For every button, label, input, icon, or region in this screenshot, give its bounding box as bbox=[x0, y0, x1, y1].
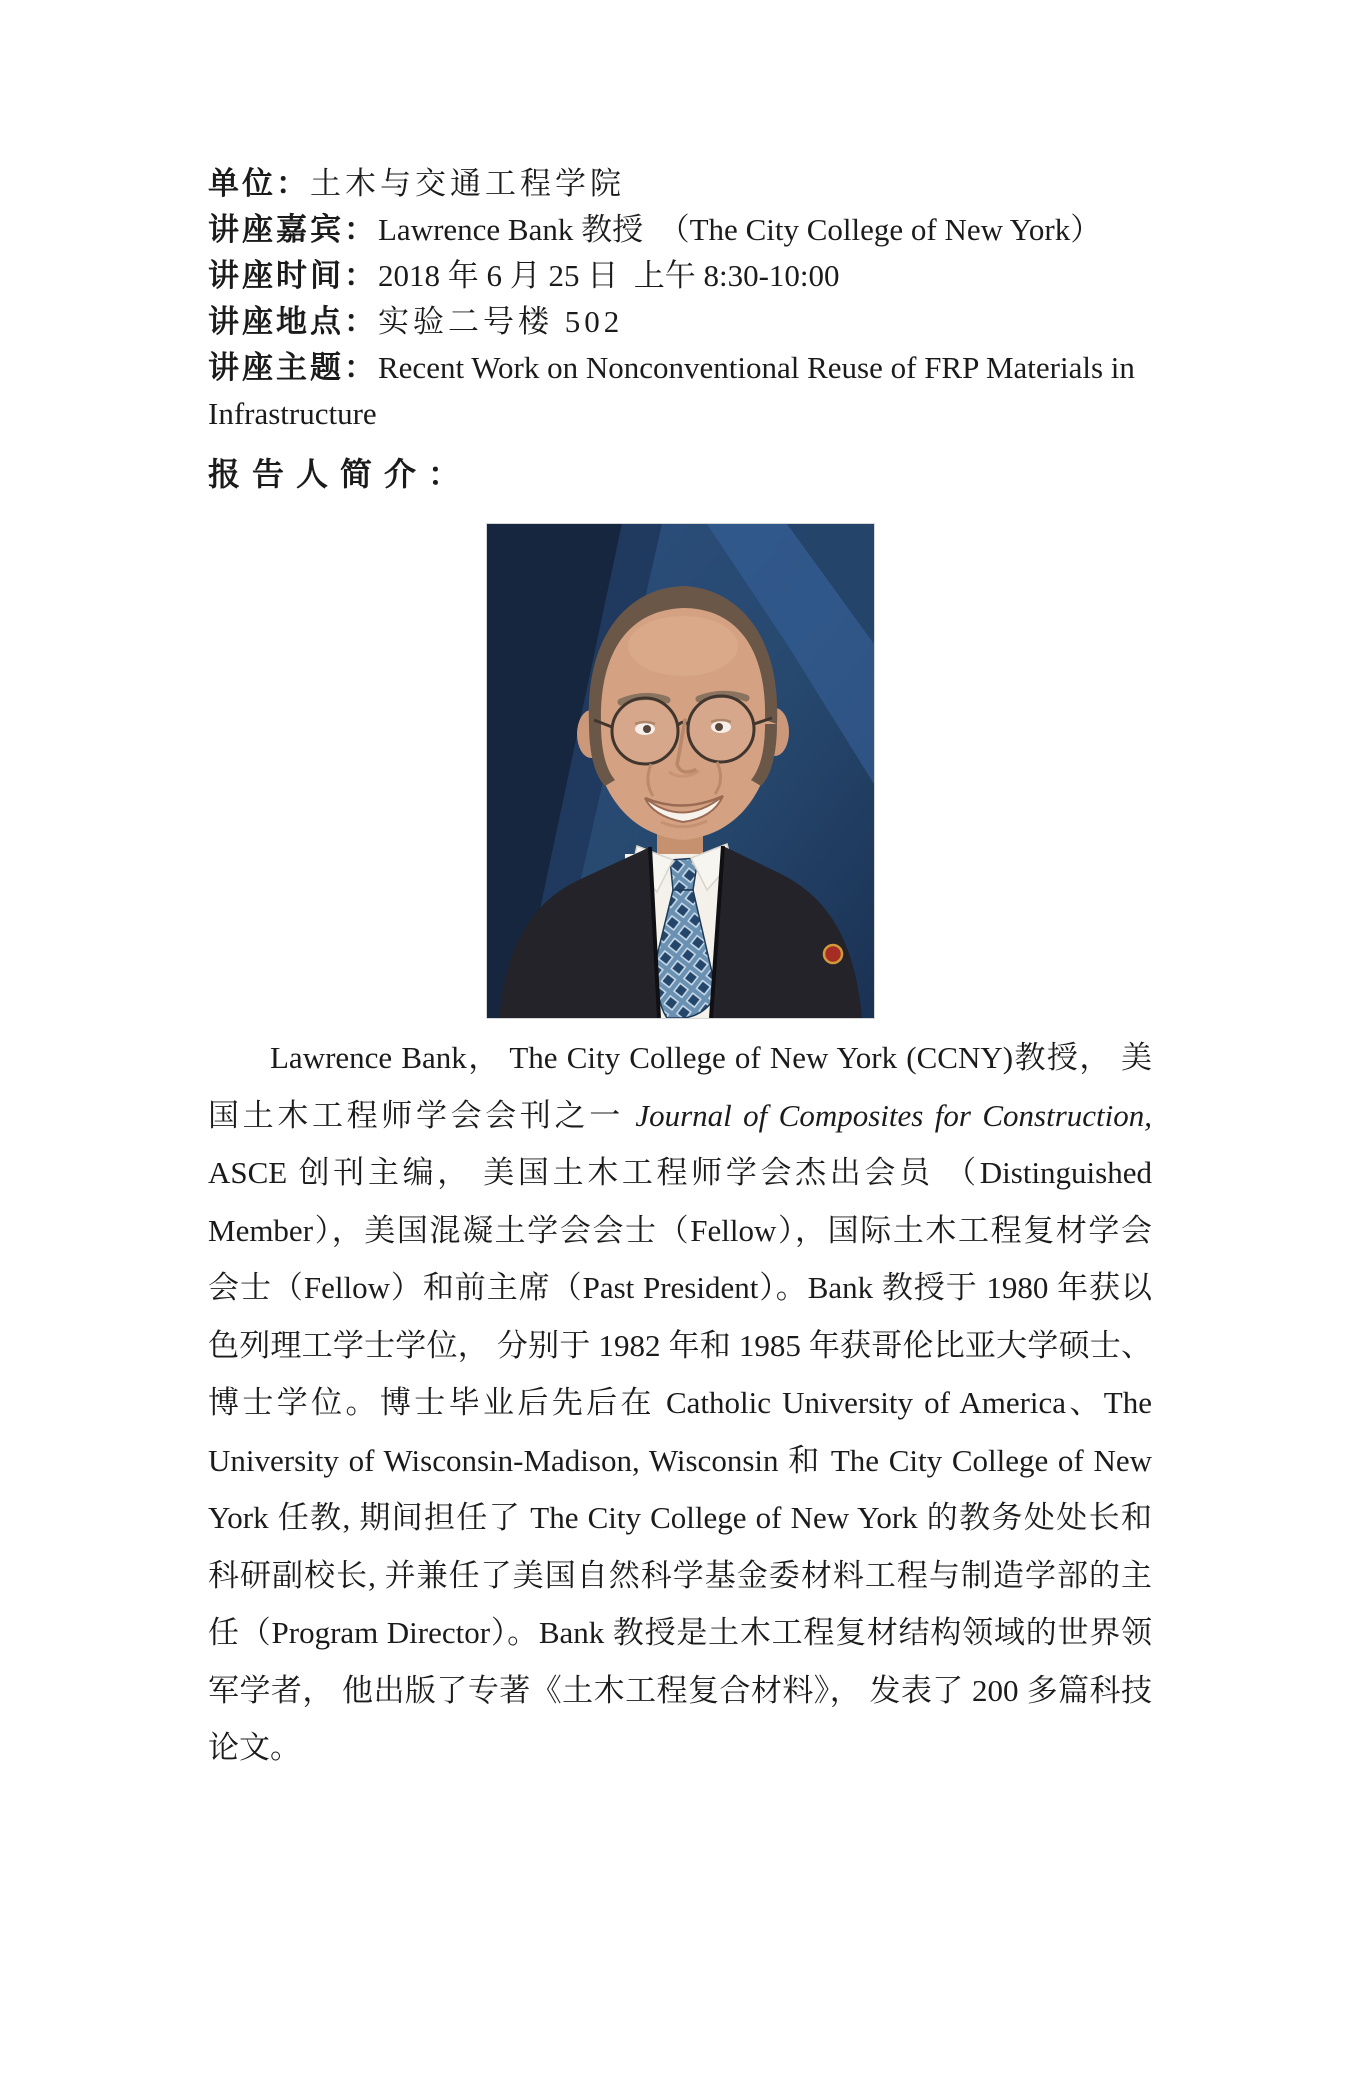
lapel-pin bbox=[824, 945, 842, 963]
photo-row bbox=[208, 523, 1152, 1019]
lecture-info-block bbox=[208, 161, 1152, 437]
speaker-photo bbox=[487, 524, 874, 1018]
info-line-guest bbox=[208, 207, 1152, 253]
speaker-biography bbox=[208, 1029, 1152, 1777]
bio-line bbox=[208, 1547, 1152, 1605]
info-label: 单位： bbox=[208, 166, 310, 201]
bio-text: 科研副校长, 并兼任了美国自然科学基金委材料工程与制造学部的主 bbox=[208, 1557, 1152, 1593]
bio-text: 任（Program Director）。Bank 教授是土木工程复材结构领域的世界领 bbox=[208, 1615, 1152, 1650]
bio-text: York 任教, 期间担任了 The City College of New York 的教务处处长和 bbox=[208, 1500, 1152, 1535]
info-label: 讲座嘉宾： bbox=[208, 212, 378, 247]
info-line-place bbox=[208, 299, 1152, 345]
bio-text: Member），美国混凝土学会会士（Fellow），国际土木工程复材学会 bbox=[208, 1212, 1152, 1248]
bio-text: 色列理工学士学位， 分别于 1982 年和 1985 年获哥伦比亚大学硕士、 bbox=[208, 1327, 1152, 1363]
info-line-time bbox=[208, 253, 1152, 299]
info-value: Lawrence Bank 教授 （The City College of New York） bbox=[378, 212, 1102, 247]
info-value: 土木与交通工程学院 bbox=[310, 166, 625, 201]
bio-text: 会士（Fellow）和前主席（Past President）。Bank 教授于 1980 年获以 bbox=[208, 1270, 1152, 1305]
bio-line bbox=[208, 1604, 1152, 1662]
bio-text: University of Wisconsin-Madison, Wisconsin 和 The City College of New bbox=[208, 1442, 1152, 1478]
speaker-photo-frame bbox=[486, 523, 875, 1019]
bio-line bbox=[208, 1259, 1152, 1317]
info-value: 2018 年 6 月 25 日 上午 8:30-10:00 bbox=[378, 258, 840, 293]
info-label: 讲座时间： bbox=[208, 258, 378, 293]
info-line-topic-wrap bbox=[208, 391, 1152, 437]
bio-line bbox=[208, 1374, 1152, 1432]
bio-text: 军学者， 他出版了专著《土木工程复合材料》， 发表了 200 多篇科技 bbox=[208, 1672, 1152, 1708]
bio-line bbox=[208, 1087, 1152, 1145]
bio-text-italic: Journal of Composites for Construction, bbox=[635, 1097, 1152, 1133]
bio-line bbox=[208, 1662, 1152, 1720]
bio-text: 国土木工程师学会会刊之一 bbox=[208, 1097, 636, 1133]
bio-line bbox=[208, 1029, 1152, 1087]
bio-text: 论文。 bbox=[208, 1730, 301, 1765]
bio-line bbox=[208, 1719, 1152, 1777]
bio-text: 博士学位。博士毕业后先后在 Catholic University of America、The bbox=[208, 1385, 1152, 1420]
info-line-unit bbox=[208, 161, 1152, 207]
bio-line bbox=[208, 1489, 1152, 1547]
bio-line bbox=[208, 1432, 1152, 1490]
info-label: 讲座地点： bbox=[208, 304, 378, 339]
info-value: Recent Work on Nonconventional Reuse of FRP Materials in bbox=[378, 350, 1135, 385]
info-label: 讲座主题： bbox=[208, 350, 378, 385]
document-page bbox=[208, 161, 1152, 1777]
info-value: Infrastructure bbox=[208, 396, 377, 431]
bio-line bbox=[208, 1317, 1152, 1375]
info-line-topic bbox=[208, 345, 1152, 391]
bio-text: ASCE 创刊主编， 美国土木工程师学会杰出会员 （Distinguished bbox=[208, 1155, 1152, 1190]
bio-line bbox=[208, 1202, 1152, 1260]
info-value: 实验二号楼 502 bbox=[378, 304, 624, 339]
bio-line bbox=[208, 1144, 1152, 1202]
bio-text: Lawrence Bank， The City College of New York (CCNY)教授， 美 bbox=[270, 1040, 1152, 1075]
bio-section-heading: 报告人简介： bbox=[208, 456, 473, 492]
